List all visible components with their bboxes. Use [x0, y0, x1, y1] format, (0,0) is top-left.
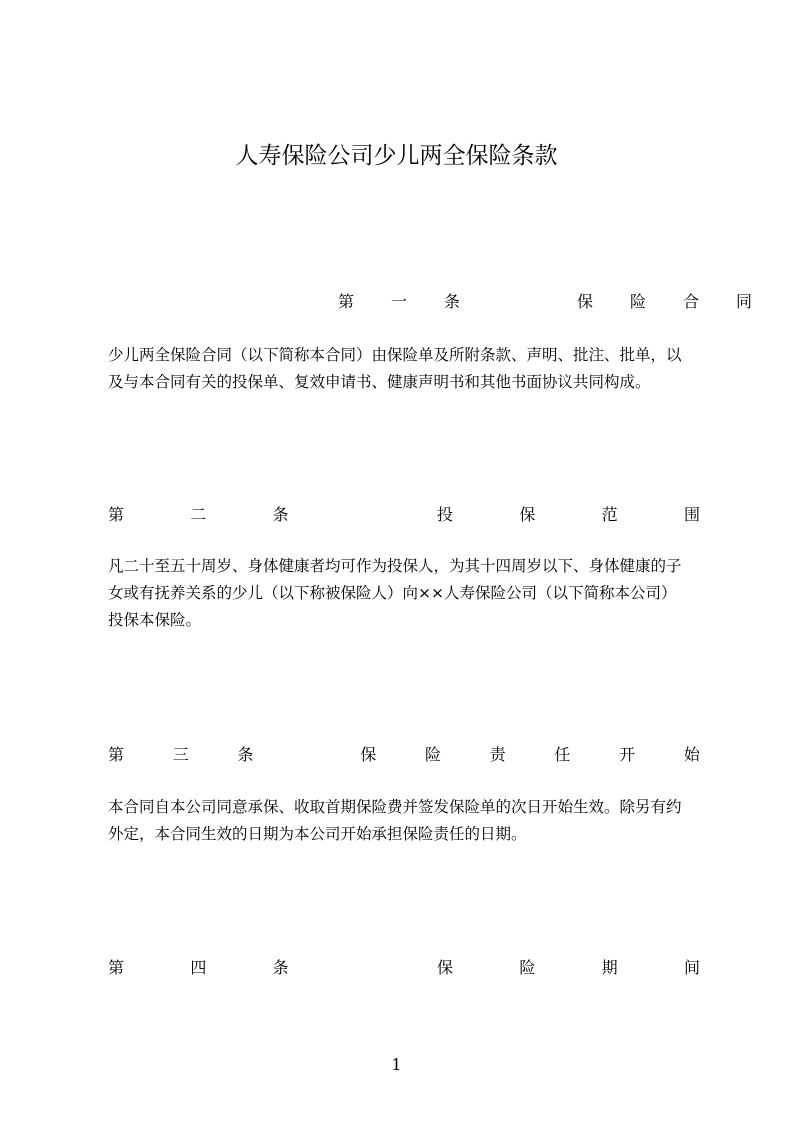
- article-3-heading-char: 任: [554, 745, 571, 764]
- article-2-heading-char: 范: [601, 505, 618, 524]
- article-3-line: 外定，本合同生效的日期为本公司开始承担保险责任的日期。: [108, 825, 527, 843]
- article-3-body: [108, 794, 700, 848]
- article-3-heading-char: 条: [237, 745, 254, 764]
- article-2-heading-char: 围: [683, 505, 700, 524]
- article-4-heading-char: 期: [601, 958, 618, 977]
- article-1-heading-char: 第: [338, 292, 355, 311]
- article-3-line: 本合同自本公司同意承保、收取首期保险费并签发保险单的次日开始生效。除另有约: [108, 798, 682, 816]
- article-3-heading-char: 始: [683, 745, 700, 764]
- article-1-heading-char: 同: [736, 292, 753, 311]
- article-4-heading-char: 第: [108, 958, 125, 977]
- article-1-heading-char: 保: [577, 292, 594, 311]
- article-2-heading-char: 条: [272, 505, 289, 524]
- document-title: 人寿保险公司少儿两全保险条款: [235, 143, 558, 169]
- article-3-heading-char: 险: [424, 745, 441, 764]
- article-2-heading-char: 第: [108, 505, 125, 524]
- article-4-heading-char: 四: [190, 958, 207, 977]
- article-2-heading: [108, 503, 700, 527]
- article-2-line: 凡二十至五十周岁、身体健康者均可作为投保人，为其十四周岁以下、身体健康的子: [108, 557, 682, 575]
- article-3-heading-char: 开: [619, 745, 636, 764]
- article-4-heading: [108, 956, 700, 980]
- article-4-heading-char: 条: [272, 958, 289, 977]
- article-1-body: [108, 342, 700, 396]
- article-1-heading-char: 险: [630, 292, 647, 311]
- article-2-heading-char: 二: [190, 505, 207, 524]
- article-2-heading-char: 保: [519, 505, 536, 524]
- article-3-heading-char: 责: [489, 745, 506, 764]
- article-4-heading-char: 险: [519, 958, 536, 977]
- article-3-heading-char: 第: [108, 745, 125, 764]
- article-2-line: 女或有抚养关系的少儿（以下称被保险人）向××人寿保险公司（以下简称本公司）: [108, 584, 677, 602]
- article-1-heading-char: 条: [444, 292, 461, 311]
- article-1-heading-char: 一: [391, 292, 408, 311]
- article-2-heading-char: 投: [436, 505, 453, 524]
- article-3-heading-char: 保: [360, 745, 377, 764]
- article-3-heading: [108, 743, 700, 767]
- article-3-heading-char: 三: [172, 745, 189, 764]
- article-1-heading: [338, 290, 753, 314]
- article-1-line: 少儿两全保险合同（以下简称本合同）由保险单及所附条款、声明、批注、批单，以: [108, 346, 682, 364]
- article-2-body: [108, 553, 700, 634]
- article-4-heading-char: 保: [436, 958, 453, 977]
- article-4-heading-char: 间: [683, 958, 700, 977]
- article-1-line: 及与本合同有关的投保单、复效申请书、健康声明书和其他书面协议共同构成。: [108, 373, 651, 391]
- article-2-line: 投保本保险。: [108, 611, 202, 629]
- article-1-heading-char: 合: [683, 292, 700, 311]
- page-number: 1: [391, 1055, 402, 1074]
